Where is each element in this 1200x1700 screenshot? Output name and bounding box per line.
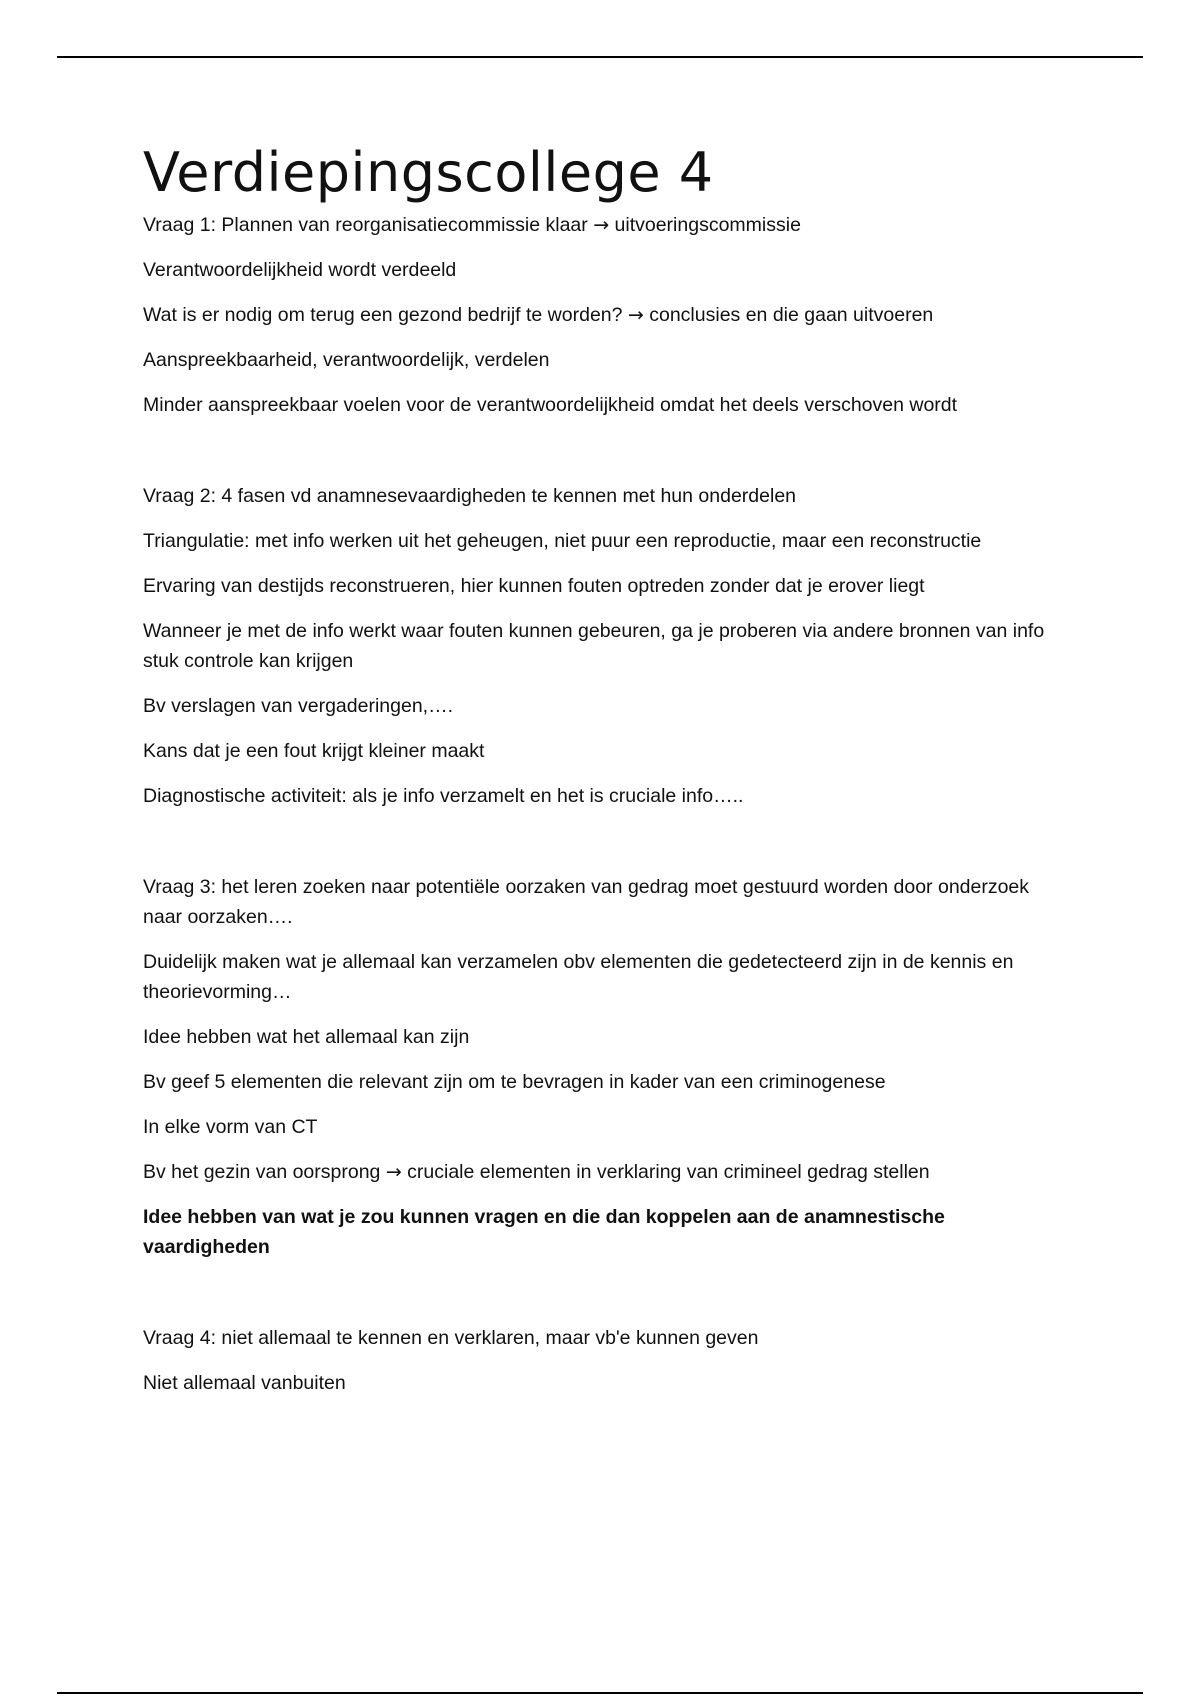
paragraph: Vraag 4: niet allemaal te kennen en verklaren, maar vb'e kunnen geven [143,1327,759,1349]
section-vraag-3 [143,872,1063,1262]
section-spacer [143,1277,1063,1323]
paragraph: Kans dat je een fout krijgt kleiner maakt [143,740,485,762]
section-vraag-4 [143,1323,1063,1398]
paragraph: Diagnostische activiteit: als je info verzamelt en het is cruciale info….. [143,785,744,807]
paragraph: Ervaring van destijds reconstrueren, hier kunnen fouten optreden zonder dat je erover liegt [143,575,925,597]
section-vraag-2 [143,481,1063,811]
paragraph-bold: Idee hebben van wat je zou kunnen vragen en die dan koppelen aan de anamnestische vaardigheden [143,1206,945,1258]
arrow-right-icon: → [627,304,644,326]
text-run: Bv het gezin van oorsprong [143,1161,386,1183]
section-spacer [143,826,1063,872]
text-run: Wat is er nodig om terug een gezond bedrijf te worden? [143,304,628,326]
paragraph: Aanspreekbaarheid, verantwoordelijk, verdelen [143,349,550,371]
arrow-right-icon: → [385,1161,402,1183]
header-rule [57,56,1143,58]
text-run: cruciale elementen in verklaring van crimineel gedrag stellen [401,1161,930,1183]
paragraph: Wanneer je met de info werkt waar fouten kunnen gebeuren, ga je proberen via andere bronnen van info stuk controle kan krijgen [143,620,1045,672]
paragraph: Bv verslagen van vergaderingen,…. [143,695,454,717]
text-run: conclusies en die gaan uitvoeren [643,304,934,326]
paragraph [143,1157,1063,1187]
document-title: Verdiepingscollege 4 [143,141,714,204]
paragraph: Idee hebben wat het allemaal kan zijn [143,1026,470,1048]
paragraph: Bv geef 5 elementen die relevant zijn om te bevragen in kader van een criminogenese [143,1071,886,1093]
document-body [143,140,1063,1413]
paragraph: Vraag 3: het leren zoeken naar potentiële oorzaken van gedrag moet gestuurd worden door onderzoek naar oorzaken…. [143,876,1030,928]
paragraph: Niet allemaal vanbuiten [143,1372,346,1394]
arrow-right-icon: → [593,214,610,236]
paragraph [143,210,1063,240]
paragraph [143,300,1063,330]
paragraph: Minder aanspreekbaar voelen voor de verantwoordelijkheid omdat het deels verschoven wordt [143,394,958,416]
text-run: uitvoeringscommissie [609,214,801,236]
section-vraag-1 [143,210,1063,420]
paragraph: Vraag 2: 4 fasen vd anamnesevaardigheden te kennen met hun onderdelen [143,485,797,507]
footer-rule [57,1692,1143,1694]
paragraph: Triangulatie: met info werken uit het geheugen, niet puur een reproductie, maar een reconstructie [143,530,982,552]
text-run: Vraag 1: Plannen van reorganisatiecommissie klaar [143,214,594,236]
paragraph: Duidelijk maken wat je allemaal kan verzamelen obv elementen die gedetecteerd zijn in de kennis en theorievorming… [143,951,1014,1003]
section-spacer [143,435,1063,481]
paragraph: Verantwoordelijkheid wordt verdeeld [143,259,457,281]
paragraph: In elke vorm van CT [143,1116,318,1138]
